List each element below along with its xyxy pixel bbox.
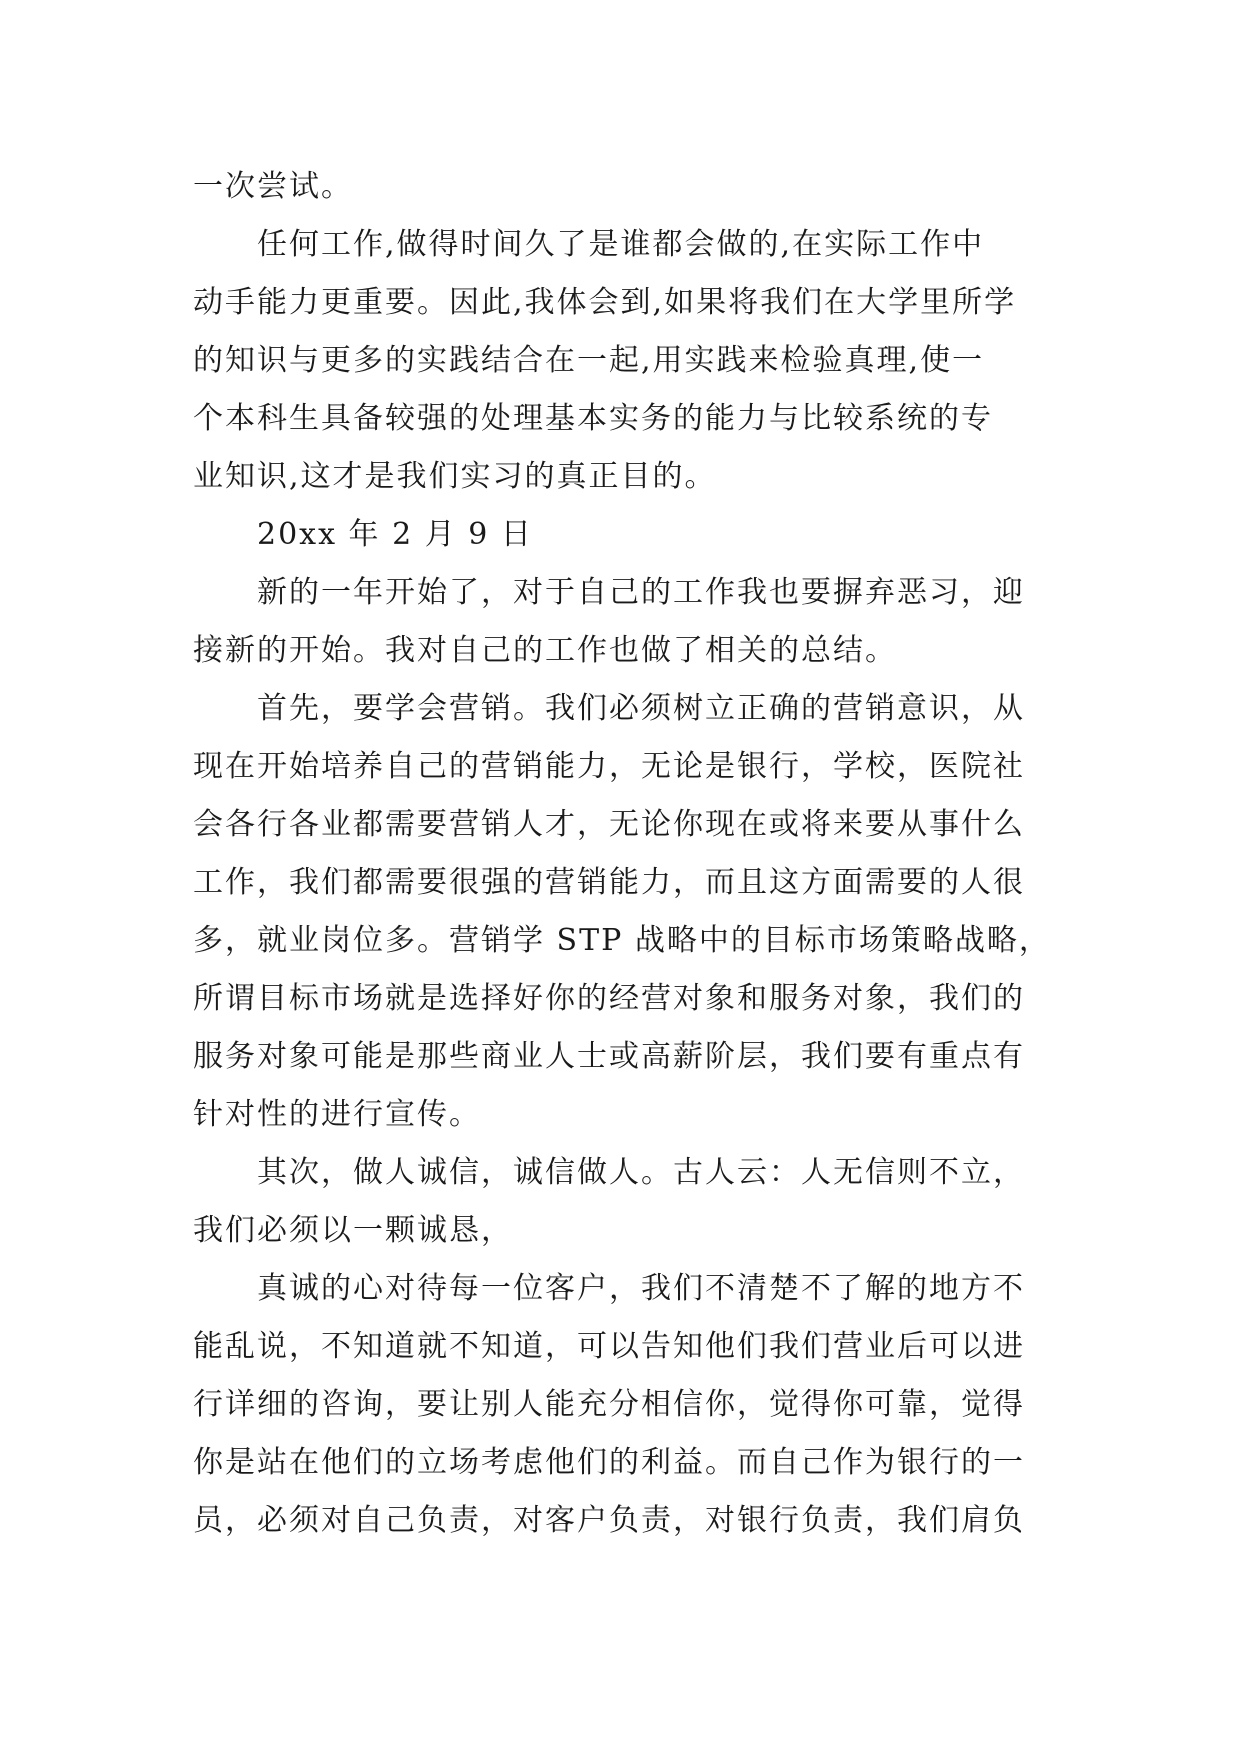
- text-line: 工作，我们都需要很强的营销能力，而且这方面需要的人很: [193, 865, 1025, 900]
- text-line: 会各行各业都需要营销人才，无论你现在或将来要从事什么: [193, 807, 1025, 842]
- text-line: 多，就业岗位多。营销学 STP 战略中的目标市场策略战略，: [193, 923, 1051, 958]
- text-line: 其次，做人诚信，诚信做人。古人云：人无信则不立，: [257, 1155, 1025, 1190]
- text-line: 业知识,这才是我们实习的真正目的。: [193, 459, 717, 494]
- text-line: 你是站在他们的立场考虑他们的利益。而自己作为银行的一: [193, 1445, 1025, 1480]
- text-line: 所谓目标市场就是选择好你的经营对象和服务对象，我们的: [193, 981, 1025, 1016]
- text-line: 针对性的进行宣传。: [193, 1097, 481, 1132]
- text-line: 真诚的心对待每一位客户，我们不清楚不了解的地方不: [257, 1271, 1025, 1306]
- text-line: 的知识与更多的实践结合在一起,用实践来检验真理,使一: [193, 343, 985, 378]
- date-line: 20xx 年 2 月 9 日: [257, 517, 533, 552]
- text-line: 新的一年开始了，对于自己的工作我也要摒弃恶习，迎: [257, 575, 1025, 610]
- document-body: [193, 158, 1053, 1550]
- text-line: 现在开始培养自己的营销能力，无论是银行，学校，医院社: [193, 749, 1025, 784]
- text-line: 任何工作,做得时间久了是谁都会做的,在实际工作中: [257, 227, 985, 262]
- text-line: 动手能力更重要。因此,我体会到,如果将我们在大学里所学: [193, 285, 1017, 320]
- text-line: 能乱说，不知道就不知道，可以告知他们我们营业后可以进: [193, 1329, 1025, 1364]
- text-line: 服务对象可能是那些商业人士或高薪阶层，我们要有重点有: [193, 1039, 1025, 1074]
- text-line: 个本科生具备较强的处理基本实务的能力与比较系统的专: [193, 401, 993, 436]
- text-line: 行详细的咨询，要让别人能充分相信你，觉得你可靠，觉得: [193, 1387, 1025, 1422]
- text-line: 首先，要学会营销。我们必须树立正确的营销意识，从: [257, 691, 1025, 726]
- text-line: 我们必须以一颗诚恳，: [193, 1213, 513, 1248]
- text-line: 一次尝试。: [193, 169, 353, 204]
- text-line: 接新的开始。我对自己的工作也做了相关的总结。: [193, 633, 897, 668]
- text-line: 员，必须对自己负责，对客户负责，对银行负责，我们肩负: [193, 1503, 1025, 1538]
